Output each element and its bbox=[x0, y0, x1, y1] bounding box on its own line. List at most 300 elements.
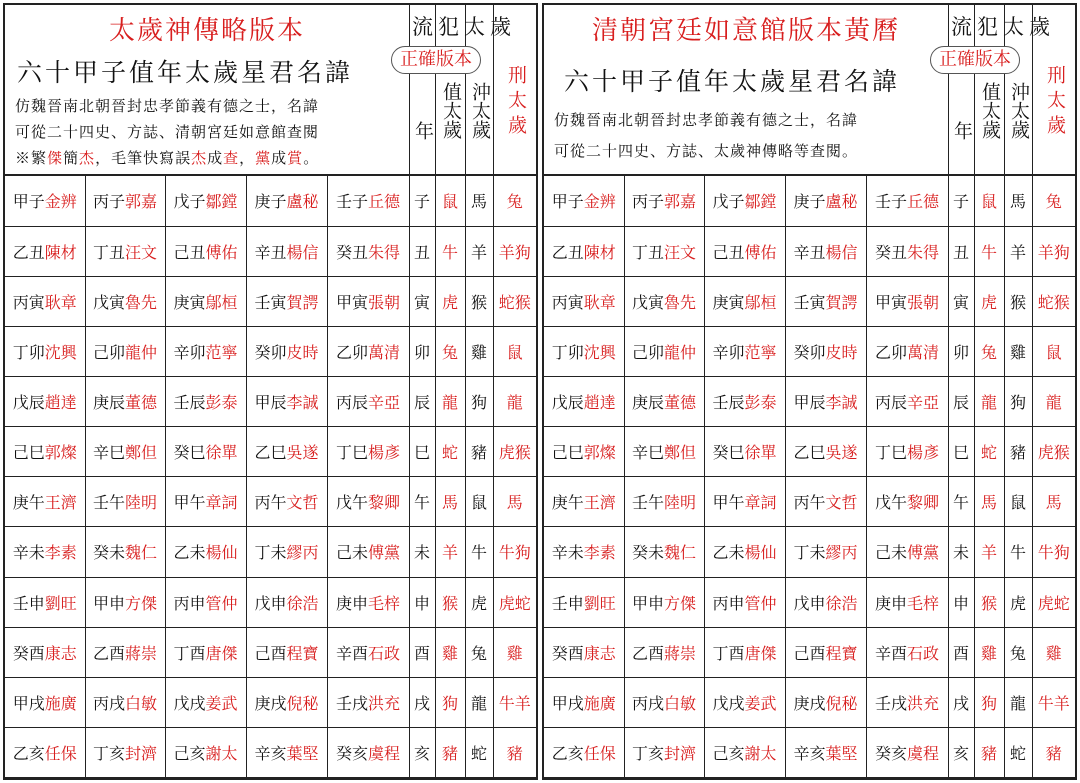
xing-tai-sui-cell bbox=[1032, 577, 1075, 627]
ganzhi-year: 丙午 bbox=[793, 493, 826, 513]
year-column-header-label: 年 bbox=[951, 120, 973, 140]
zhi-tai-sui-cell-text: 猴 bbox=[980, 593, 997, 613]
zhi-tai-sui-cell-text: 羊 bbox=[441, 543, 458, 563]
zhi-tai-sui-cell bbox=[435, 677, 465, 727]
ganzhi-year: 丙辰 bbox=[874, 393, 907, 413]
earthly-branch-cell bbox=[948, 427, 974, 477]
ganzhi-year: 壬子 bbox=[335, 192, 368, 212]
year-name-cell bbox=[165, 727, 246, 777]
general-name: 唐傑 bbox=[744, 643, 777, 663]
ganzhi-year: 乙丑 bbox=[12, 242, 45, 262]
chong-tai-sui-cell-text: 豬 bbox=[470, 443, 487, 463]
year-name-cell bbox=[544, 276, 624, 326]
year-name-cell bbox=[866, 627, 948, 677]
year-name-cell bbox=[624, 176, 704, 226]
chong-tai-sui-cell-text: 龍 bbox=[470, 693, 487, 713]
earthly-branch-cell-text: 子 bbox=[952, 192, 969, 212]
general-name: 魯先 bbox=[125, 292, 158, 312]
earthly-branch-cell bbox=[409, 176, 435, 226]
year-name-cell bbox=[327, 276, 409, 326]
year-name-cell bbox=[785, 326, 866, 376]
year-name-cell bbox=[85, 226, 165, 276]
general-name: 趙達 bbox=[583, 393, 616, 413]
earthly-branch-cell bbox=[948, 477, 974, 527]
year-name-cell bbox=[246, 727, 327, 777]
correct-version-badge: 正確版本 bbox=[930, 46, 1020, 74]
ganzhi-year: 戊辰 bbox=[551, 393, 584, 413]
chong-tai-sui-cell-text: 豬 bbox=[1009, 443, 1026, 463]
earthly-branch-cell bbox=[409, 477, 435, 527]
year-name-cell bbox=[327, 226, 409, 276]
ganzhi-year: 丁酉 bbox=[712, 643, 745, 663]
ganzhi-year: 庚寅 bbox=[173, 292, 206, 312]
ganzhi-year: 癸酉 bbox=[12, 643, 45, 663]
fan-tai-sui-header: 流犯太歲 bbox=[412, 15, 516, 39]
ganzhi-year: 丁卯 bbox=[12, 342, 45, 362]
year-name-cell bbox=[165, 627, 246, 677]
zhi-tai-sui-cell-text: 蛇 bbox=[980, 443, 997, 463]
earthly-branch-cell-text: 辰 bbox=[952, 393, 969, 413]
description-text: ※繁 bbox=[15, 149, 48, 167]
table-row bbox=[5, 577, 536, 627]
zhi-tai-sui-cell-text: 蛇 bbox=[441, 443, 458, 463]
year-name-cell bbox=[246, 326, 327, 376]
ganzhi-year: 壬寅 bbox=[254, 292, 287, 312]
zhi-tai-sui-cell-text: 兔 bbox=[980, 342, 997, 362]
general-name: 陸明 bbox=[125, 493, 158, 513]
general-name: 盧秘 bbox=[825, 192, 858, 212]
general-name: 姜武 bbox=[744, 693, 777, 713]
xing-tai-sui-cell bbox=[1032, 326, 1075, 376]
ganzhi-year: 庚午 bbox=[551, 493, 584, 513]
zhi-tai-sui-cell-text: 雞 bbox=[441, 643, 458, 663]
ganzhi-year: 壬子 bbox=[874, 192, 907, 212]
general-name: 金辨 bbox=[44, 192, 77, 212]
general-name: 丘德 bbox=[368, 192, 401, 212]
year-name-cell bbox=[246, 377, 327, 427]
zhi-tai-sui-cell bbox=[974, 276, 1004, 326]
year-name-cell bbox=[165, 276, 246, 326]
general-name: 文哲 bbox=[825, 493, 858, 513]
description-text: ，毛筆快寫誤 bbox=[95, 149, 192, 167]
year-name-cell bbox=[5, 176, 85, 226]
earthly-branch-cell-text: 子 bbox=[413, 192, 430, 212]
chong-tai-sui-cell-text: 猴 bbox=[1009, 292, 1026, 312]
ganzhi-year: 庚申 bbox=[335, 593, 368, 613]
general-name: 方傑 bbox=[125, 593, 158, 613]
zhi-tai-sui-cell bbox=[974, 427, 1004, 477]
earthly-branch-cell bbox=[948, 527, 974, 577]
general-name: 傅佑 bbox=[205, 242, 238, 262]
chong-tai-sui-cell-text: 蛇 bbox=[1009, 743, 1026, 763]
zhi-tai-sui-cell bbox=[974, 326, 1004, 376]
general-name: 石政 bbox=[907, 643, 940, 663]
zhi-tai-sui-cell bbox=[974, 176, 1004, 226]
general-name: 耿章 bbox=[44, 292, 77, 312]
general-name: 楊信 bbox=[825, 242, 858, 262]
ganzhi-year: 乙酉 bbox=[631, 643, 664, 663]
ganzhi-year: 乙巳 bbox=[793, 443, 826, 463]
xing-tai-sui-cell-text: 虎猴 bbox=[498, 443, 531, 463]
xing-tai-sui-cell-text: 牛羊 bbox=[498, 693, 531, 713]
earthly-branch-cell bbox=[948, 577, 974, 627]
year-name-cell bbox=[624, 677, 704, 727]
ganzhi-year: 甲午 bbox=[173, 493, 206, 513]
zhi-tai-sui-header-label: 值太歲 bbox=[440, 81, 462, 139]
general-name: 毛梓 bbox=[907, 593, 940, 613]
general-name: 彭泰 bbox=[744, 393, 777, 413]
year-name-cell bbox=[704, 577, 785, 627]
table-row bbox=[544, 677, 1075, 727]
description-text: ， bbox=[239, 149, 256, 167]
earthly-branch-cell bbox=[948, 377, 974, 427]
ganzhi-year: 壬寅 bbox=[793, 292, 826, 312]
year-name-cell bbox=[165, 377, 246, 427]
description-text: 成 bbox=[207, 149, 224, 167]
chong-tai-sui-cell bbox=[1004, 226, 1032, 276]
general-name: 傅佑 bbox=[744, 242, 777, 262]
zhi-tai-sui-cell bbox=[435, 527, 465, 577]
chong-tai-sui-cell bbox=[465, 326, 493, 376]
general-name: 姜武 bbox=[205, 693, 238, 713]
zhi-tai-sui-header-label: 值太歲 bbox=[979, 81, 1001, 139]
year-name-cell bbox=[327, 377, 409, 427]
general-name: 范寧 bbox=[744, 342, 777, 362]
ganzhi-year: 己巳 bbox=[551, 443, 584, 463]
general-name: 葉堅 bbox=[825, 743, 858, 763]
chong-tai-sui-cell bbox=[465, 477, 493, 527]
general-name: 康志 bbox=[583, 643, 616, 663]
general-name: 范寧 bbox=[205, 342, 238, 362]
year-name-cell bbox=[866, 377, 948, 427]
table-row bbox=[544, 427, 1075, 477]
general-name: 章詞 bbox=[744, 493, 777, 513]
panel-right bbox=[542, 3, 1077, 780]
year-name-cell bbox=[165, 176, 246, 226]
ganzhi-year: 庚辰 bbox=[631, 393, 664, 413]
panel-header bbox=[544, 5, 1075, 176]
year-name-cell bbox=[5, 527, 85, 577]
general-name: 賀諤 bbox=[825, 292, 858, 312]
ganzhi-year: 戊申 bbox=[254, 593, 287, 613]
ganzhi-year: 癸亥 bbox=[335, 743, 368, 763]
chong-tai-sui-cell-text: 狗 bbox=[470, 393, 487, 413]
xing-tai-sui-cell bbox=[493, 226, 536, 276]
zhi-tai-sui-cell-text: 鼠 bbox=[980, 192, 997, 212]
year-name-cell bbox=[5, 627, 85, 677]
general-name: 繆丙 bbox=[286, 543, 319, 563]
ganzhi-year: 壬午 bbox=[631, 493, 664, 513]
general-name: 楊彥 bbox=[368, 443, 401, 463]
year-name-cell bbox=[165, 477, 246, 527]
table-row bbox=[544, 627, 1075, 677]
year-name-cell bbox=[785, 677, 866, 727]
year-name-cell bbox=[704, 477, 785, 527]
ganzhi-year: 辛未 bbox=[12, 543, 45, 563]
chong-tai-sui-cell-text: 羊 bbox=[1009, 242, 1026, 262]
year-name-cell bbox=[165, 527, 246, 577]
description-line bbox=[15, 121, 319, 142]
chong-tai-sui-cell-text: 狗 bbox=[1009, 393, 1026, 413]
general-name: 張朝 bbox=[368, 292, 401, 312]
earthly-branch-cell bbox=[409, 326, 435, 376]
ganzhi-year: 己未 bbox=[335, 543, 368, 563]
zhi-tai-sui-cell-text: 牛 bbox=[980, 242, 997, 262]
year-name-cell bbox=[85, 477, 165, 527]
chong-tai-sui-cell bbox=[465, 577, 493, 627]
chong-tai-sui-cell-text: 鼠 bbox=[470, 493, 487, 513]
general-name: 謝太 bbox=[205, 743, 238, 763]
general-name: 楊信 bbox=[286, 242, 319, 262]
ganzhi-year: 丁巳 bbox=[335, 443, 368, 463]
ganzhi-year: 丙申 bbox=[712, 593, 745, 613]
general-name: 沈興 bbox=[583, 342, 616, 362]
ganzhi-year: 戊寅 bbox=[631, 292, 664, 312]
ganzhi-year: 辛未 bbox=[551, 543, 584, 563]
earthly-branch-cell bbox=[409, 226, 435, 276]
year-name-cell bbox=[866, 276, 948, 326]
description-text: 。 bbox=[303, 149, 320, 167]
xing-tai-sui-cell-text: 雞 bbox=[506, 643, 523, 663]
zhi-tai-sui-cell-text: 兔 bbox=[441, 342, 458, 362]
ganzhi-year: 丙戌 bbox=[631, 693, 664, 713]
table-row bbox=[5, 427, 536, 477]
table-row bbox=[5, 527, 536, 577]
xing-tai-sui-cell bbox=[1032, 377, 1075, 427]
zhi-tai-sui-cell-text: 龍 bbox=[980, 393, 997, 413]
year-name-cell bbox=[544, 577, 624, 627]
general-name: 張朝 bbox=[907, 292, 940, 312]
ganzhi-year: 庚戌 bbox=[793, 693, 826, 713]
ganzhi-year: 甲申 bbox=[631, 593, 664, 613]
chong-tai-sui-cell-text: 猴 bbox=[470, 292, 487, 312]
zhi-tai-sui-cell bbox=[435, 577, 465, 627]
general-name: 任保 bbox=[583, 743, 616, 763]
xing-tai-sui-cell bbox=[493, 276, 536, 326]
ganzhi-year: 甲辰 bbox=[793, 393, 826, 413]
xing-tai-sui-header-label: 刑太歲 bbox=[1044, 64, 1066, 140]
general-name: 朱得 bbox=[907, 242, 940, 262]
general-name: 封濟 bbox=[125, 743, 158, 763]
year-name-cell bbox=[624, 377, 704, 427]
year-name-cell bbox=[85, 727, 165, 777]
year-name-cell bbox=[866, 527, 948, 577]
year-name-cell bbox=[544, 527, 624, 577]
ganzhi-year: 辛卯 bbox=[173, 342, 206, 362]
xing-tai-sui-cell bbox=[493, 176, 536, 226]
ganzhi-year: 戊申 bbox=[793, 593, 826, 613]
ganzhi-year: 丁丑 bbox=[631, 242, 664, 262]
ganzhi-year: 丁未 bbox=[793, 543, 826, 563]
ganzhi-year: 己卯 bbox=[92, 342, 125, 362]
correct-version-badge: 正確版本 bbox=[391, 46, 481, 74]
table-row bbox=[544, 326, 1075, 376]
ganzhi-year: 癸未 bbox=[92, 543, 125, 563]
general-name: 白敏 bbox=[125, 693, 158, 713]
ganzhi-year: 己酉 bbox=[793, 643, 826, 663]
xing-tai-sui-cell bbox=[493, 527, 536, 577]
xing-tai-sui-cell bbox=[493, 477, 536, 527]
xing-tai-sui-cell-text: 龍 bbox=[506, 393, 523, 413]
ganzhi-year: 壬戌 bbox=[874, 693, 907, 713]
year-name-cell bbox=[866, 477, 948, 527]
year-name-cell bbox=[624, 727, 704, 777]
ganzhi-year: 丙寅 bbox=[551, 292, 584, 312]
xing-tai-sui-cell bbox=[1032, 276, 1075, 326]
zhi-tai-sui-cell bbox=[435, 377, 465, 427]
general-name: 傅黨 bbox=[907, 543, 940, 563]
ganzhi-year: 癸亥 bbox=[874, 743, 907, 763]
xing-tai-sui-cell-text: 牛狗 bbox=[1037, 543, 1070, 563]
general-name: 萬清 bbox=[907, 342, 940, 362]
description-text: 成 bbox=[271, 149, 288, 167]
year-name-cell bbox=[544, 477, 624, 527]
earthly-branch-cell-text: 酉 bbox=[413, 643, 430, 663]
general-name: 鄔桓 bbox=[744, 292, 777, 312]
ganzhi-year: 甲午 bbox=[712, 493, 745, 513]
description-line bbox=[15, 95, 319, 116]
general-name: 皮時 bbox=[286, 342, 319, 362]
general-name: 繆丙 bbox=[825, 543, 858, 563]
year-name-cell bbox=[5, 477, 85, 527]
ganzhi-year: 辛丑 bbox=[793, 242, 826, 262]
ganzhi-year: 戊子 bbox=[712, 192, 745, 212]
zhi-tai-sui-cell bbox=[435, 176, 465, 226]
ganzhi-year: 甲戌 bbox=[12, 693, 45, 713]
general-name: 李素 bbox=[44, 543, 77, 563]
chong-tai-sui-cell bbox=[465, 377, 493, 427]
earthly-branch-cell bbox=[409, 276, 435, 326]
xing-tai-sui-cell bbox=[1032, 677, 1075, 727]
year-name-cell bbox=[85, 377, 165, 427]
general-name: 丘德 bbox=[907, 192, 940, 212]
year-name-cell bbox=[85, 627, 165, 677]
xing-tai-sui-cell bbox=[1032, 427, 1075, 477]
xing-tai-sui-cell-text: 羊狗 bbox=[498, 242, 531, 262]
general-name: 徐單 bbox=[744, 443, 777, 463]
ganzhi-year: 壬申 bbox=[551, 593, 584, 613]
ganzhi-year: 庚戌 bbox=[254, 693, 287, 713]
earthly-branch-cell-text: 午 bbox=[413, 493, 430, 513]
highlight-text: 杰 bbox=[79, 149, 96, 167]
earthly-branch-cell-text: 戌 bbox=[413, 693, 430, 713]
panel-subtitle: 六十甲子值年太歲星君名諱 bbox=[17, 58, 354, 87]
panel-subtitle: 六十甲子值年太歲星君名諱 bbox=[564, 67, 901, 96]
ganzhi-year: 辛酉 bbox=[874, 643, 907, 663]
zhi-tai-sui-cell bbox=[974, 627, 1004, 677]
chong-tai-sui-cell-text: 牛 bbox=[470, 543, 487, 563]
year-name-cell bbox=[624, 577, 704, 627]
ganzhi-year: 癸丑 bbox=[335, 242, 368, 262]
year-name-cell bbox=[327, 326, 409, 376]
ganzhi-year: 甲寅 bbox=[874, 292, 907, 312]
ganzhi-year: 壬辰 bbox=[712, 393, 745, 413]
ganzhi-year: 丙寅 bbox=[12, 292, 45, 312]
general-name: 劉旺 bbox=[583, 593, 616, 613]
year-name-cell bbox=[624, 477, 704, 527]
zhi-tai-sui-cell-text: 鼠 bbox=[441, 192, 458, 212]
general-name: 皮時 bbox=[825, 342, 858, 362]
xing-tai-sui-cell-text: 蛇猴 bbox=[498, 292, 531, 312]
earthly-branch-cell bbox=[409, 677, 435, 727]
table-row bbox=[544, 577, 1075, 627]
general-name: 文哲 bbox=[286, 493, 319, 513]
general-name: 施廣 bbox=[583, 693, 616, 713]
general-name: 施廣 bbox=[44, 693, 77, 713]
xing-tai-sui-cell-text: 牛狗 bbox=[498, 543, 531, 563]
chong-tai-sui-cell bbox=[465, 627, 493, 677]
general-name: 王濟 bbox=[583, 493, 616, 513]
ganzhi-year: 己巳 bbox=[12, 443, 45, 463]
ganzhi-year: 戊子 bbox=[173, 192, 206, 212]
ganzhi-year: 庚辰 bbox=[92, 393, 125, 413]
year-name-cell bbox=[5, 377, 85, 427]
general-name: 魏仁 bbox=[664, 543, 697, 563]
table-row bbox=[5, 627, 536, 677]
ganzhi-year: 己酉 bbox=[254, 643, 287, 663]
chong-tai-sui-cell-text: 龍 bbox=[1009, 693, 1026, 713]
general-name: 鄭但 bbox=[125, 443, 158, 463]
general-name: 沈興 bbox=[44, 342, 77, 362]
ganzhi-year: 癸未 bbox=[631, 543, 664, 563]
general-name: 陸明 bbox=[664, 493, 697, 513]
year-name-cell bbox=[327, 427, 409, 477]
xing-tai-sui-cell-text: 龍 bbox=[1045, 393, 1062, 413]
year-name-cell bbox=[704, 627, 785, 677]
ganzhi-year: 戊辰 bbox=[12, 393, 45, 413]
table-row bbox=[544, 176, 1075, 226]
earthly-branch-cell bbox=[409, 577, 435, 627]
description-line bbox=[554, 140, 858, 161]
year-name-cell bbox=[785, 577, 866, 627]
general-name: 程寶 bbox=[825, 643, 858, 663]
xing-tai-sui-cell-text: 豬 bbox=[1045, 743, 1062, 763]
year-name-cell bbox=[704, 326, 785, 376]
general-name: 鄒鏜 bbox=[744, 192, 777, 212]
general-name: 李誠 bbox=[825, 393, 858, 413]
earthly-branch-cell-text: 未 bbox=[413, 543, 430, 563]
ganzhi-year: 甲寅 bbox=[335, 292, 368, 312]
general-name: 蔣崇 bbox=[125, 643, 158, 663]
general-name: 楊仙 bbox=[744, 543, 777, 563]
year-name-cell bbox=[624, 627, 704, 677]
panel-header bbox=[5, 5, 536, 176]
ganzhi-year: 丁卯 bbox=[551, 342, 584, 362]
earthly-branch-cell-text: 辰 bbox=[413, 393, 430, 413]
chong-tai-sui-cell bbox=[1004, 627, 1032, 677]
general-name: 鄔桓 bbox=[205, 292, 238, 312]
general-name: 彭泰 bbox=[205, 393, 238, 413]
earthly-branch-cell bbox=[948, 677, 974, 727]
chong-tai-sui-cell bbox=[465, 677, 493, 727]
zhi-tai-sui-cell bbox=[974, 527, 1004, 577]
ganzhi-year: 庚午 bbox=[12, 493, 45, 513]
table-row bbox=[544, 727, 1075, 777]
year-name-cell bbox=[246, 276, 327, 326]
earthly-branch-cell-text: 丑 bbox=[413, 242, 430, 262]
zhi-tai-sui-cell-text: 虎 bbox=[980, 292, 997, 312]
description-text: 仿魏晉南北朝晉封忠孝節義有德之士，名諱 bbox=[554, 111, 859, 129]
xing-tai-sui-cell-text: 馬 bbox=[1045, 493, 1062, 513]
general-name: 劉旺 bbox=[44, 593, 77, 613]
zhi-tai-sui-cell-text: 虎 bbox=[441, 292, 458, 312]
earthly-branch-cell bbox=[948, 176, 974, 226]
xing-tai-sui-cell-text: 豬 bbox=[506, 743, 523, 763]
ganzhi-year: 壬申 bbox=[12, 593, 45, 613]
general-name: 辛亞 bbox=[907, 393, 940, 413]
zhi-tai-sui-cell bbox=[435, 226, 465, 276]
table-row bbox=[544, 377, 1075, 427]
